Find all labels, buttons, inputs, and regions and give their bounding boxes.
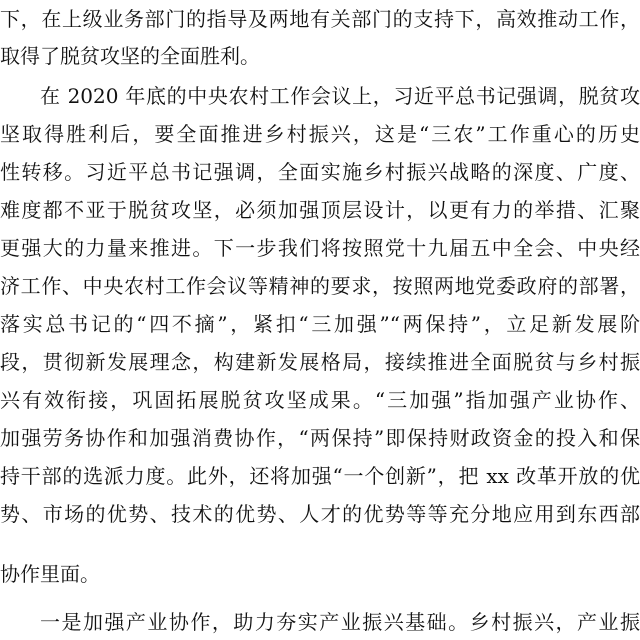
paragraph-line: 济工作、中央农村工作会议等精神的要求，按照两地党委政府的部署，: [0, 274, 640, 298]
paragraph-line: 难度都不亚于脱贫攻坚，必须加强顶层设计，以更有力的举措、汇聚: [0, 198, 640, 222]
paragraph-line: 兴有效衔接，巩固拓展脱贫攻坚成果。“三加强”指加强产业协作、: [0, 388, 640, 412]
paragraph-line: 更强大的力量来推进。下一步我们将按照党十九届五中全会、中央经: [0, 236, 640, 260]
paragraph-line: 下，在上级业务部门的指导及两地有关部门的支持下，高效推动工作，: [0, 7, 640, 31]
paragraph-line: 加强劳务协作和加强消费协作，“两保持”即保持财政资金的投入和保: [0, 426, 640, 450]
paragraph-line: 落实总书记的“四不摘”，紧扣“三加强”“两保持”，立足新发展阶: [0, 312, 640, 336]
paragraph-line: 势、市场的优势、技术的优势、人才的优势等等充分地应用到东西部: [0, 502, 640, 526]
paragraph-line: 协作里面。: [0, 562, 100, 586]
paragraph-line: 性转移。习近平总书记强调，全面实施乡村振兴战略的深度、广度、: [0, 160, 640, 184]
paragraph-line: 段，贯彻新发展理念，构建新发展格局，接续推进全面脱贫与乡村振: [0, 350, 640, 374]
paragraph-line: 坚取得胜利后，要全面推进乡村振兴，这是“三农”工作重心的历史: [0, 122, 640, 146]
paragraph-line: 在 2020 年底的中央农村工作会议上，习近平总书记强调，脱贫攻: [40, 84, 640, 108]
paragraph-line: 取得了脱贫攻坚的全面胜利。: [0, 44, 260, 68]
paragraph-line: 持干部的选派力度。此外，还将加强“一个创新”，把 xx 改革开放的优: [0, 464, 640, 488]
paragraph-line: 一是加强产业协作，助力夯实产业振兴基础。乡村振兴，产业振: [40, 610, 640, 634]
